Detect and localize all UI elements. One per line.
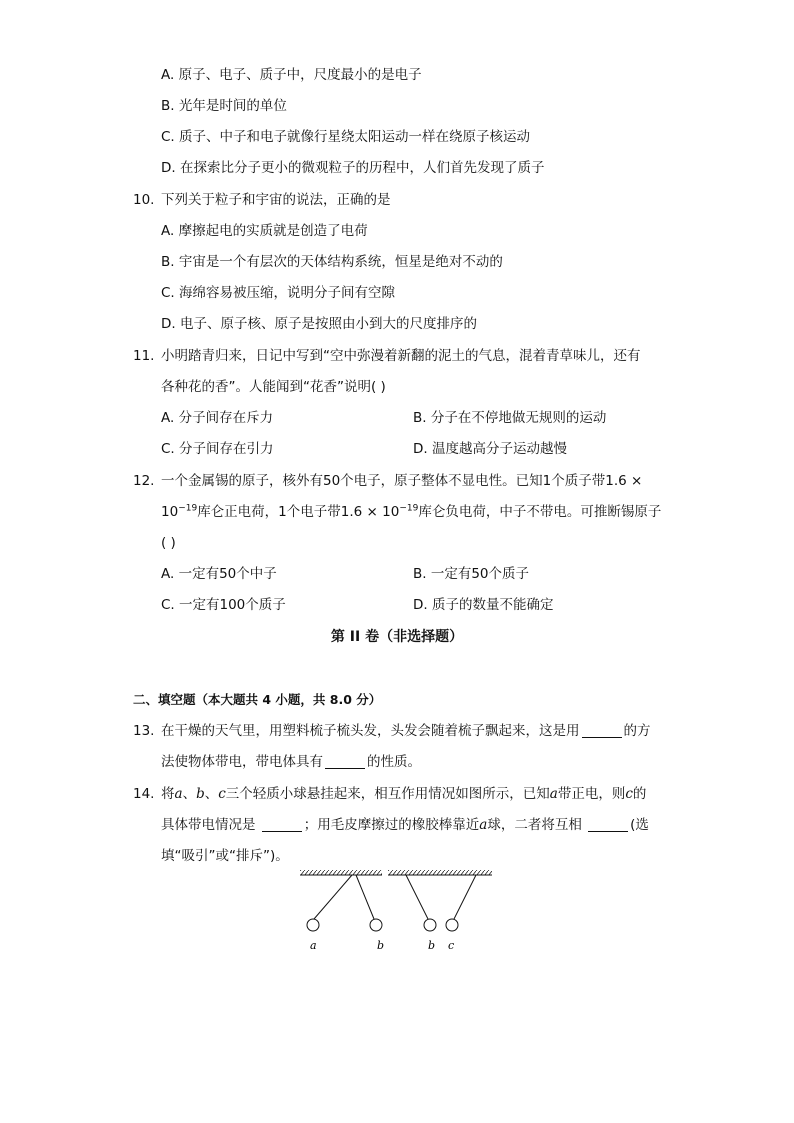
q12-line1: 一个金属锡的原子，核外有50个电子，原子整体不显电性。已知1个质子带1.6 × <box>161 473 643 489</box>
q14-line2-b: ；用毛皮摩擦过的橡胶棒靠近 <box>303 817 480 833</box>
q10-option-d: D. 电子、原子核、原子是按照由小到大的尺度排序的 <box>161 316 477 332</box>
right-ceiling <box>388 870 492 875</box>
q14-var-c: c <box>218 786 226 802</box>
q9-option-d: D. 在探索比分子更小的微观粒子的历程中，人们首先发现了质子 <box>161 160 545 176</box>
q14-var-a-2: a <box>549 786 558 802</box>
q12-option-c: C. 一定有100个质子 <box>161 597 286 613</box>
q14-line1-c: 带正电，则 <box>557 786 626 802</box>
q10-option-b: B. 宇宙是一个有层次的天体结构系统，恒星是绝对不动的 <box>161 254 503 270</box>
q14-line1-d: 的 <box>632 786 647 802</box>
q14-sep1: 、 <box>182 786 197 802</box>
q14-sep2: 、 <box>204 786 219 802</box>
q10-number: 10. <box>133 192 155 208</box>
label-b-left: b <box>377 939 385 952</box>
label-b-right: b <box>428 939 436 952</box>
q12-line2-a: 10 <box>161 504 179 520</box>
q14-line2 <box>161 816 649 834</box>
q11-option-a: A. 分子间存在斥力 <box>161 410 274 426</box>
q11-option-d: D. 温度越高分子运动越慢 <box>413 441 567 457</box>
q13-line2 <box>161 753 421 771</box>
q12-line2-b: 库仑正电荷，1个电子带1.6 × 10 <box>197 504 400 520</box>
q10-option-a: A. 摩擦起电的实质就是创造了电荷 <box>161 223 368 239</box>
q12-number: 12. <box>133 473 155 489</box>
q11-stem-line1: 小明踏青归来，日记中写到“空中弥漫着新翻的泥土的气息，混着青草味儿，还有 <box>161 348 641 364</box>
q12-exponent-2: −19 <box>399 503 419 514</box>
q12-line2-c: 库仑负电荷，中子不带电。可推断锡原子 <box>418 504 662 520</box>
q13-blank-1[interactable] <box>582 723 622 738</box>
left-ceiling <box>300 870 382 875</box>
q14-blank-2[interactable] <box>588 817 628 832</box>
q12-exponent-1: −19 <box>178 503 198 514</box>
q14-line1-a: 将 <box>161 786 175 802</box>
q10-stem: 下列关于粒子和宇宙的说法，正确的是 <box>161 192 391 208</box>
q14-var-a: a <box>174 786 183 802</box>
part2-title: 第 II 卷（非选择题） <box>330 629 464 645</box>
ball-c <box>446 919 458 931</box>
string-c <box>454 875 476 919</box>
q14-line3: 填“吸引”或“排斥”)。 <box>161 848 289 864</box>
q13-line2-a: 法使物体带电，带电体具有 <box>161 754 323 770</box>
q12-line3: ( ) <box>161 535 176 551</box>
label-a: a <box>310 939 317 952</box>
q14-var-c-2: c <box>625 786 633 802</box>
q13-line2-b: 的性质。 <box>367 754 421 770</box>
q9-option-c: C. 质子、中子和电子就像行星绕太阳运动一样在绕原子核运动 <box>161 129 531 145</box>
q14-figure <box>296 866 496 958</box>
q11-option-c: C. 分子间存在引力 <box>161 441 274 457</box>
q11-number: 11. <box>133 348 155 364</box>
label-c: c <box>448 939 455 952</box>
string-b-left <box>356 875 374 919</box>
string-a <box>314 875 352 919</box>
q14-var-a-3: a <box>479 817 488 833</box>
q11-stem-line2: 各种花的香”。人能闻到“花香”说明( ) <box>161 379 386 395</box>
q9-option-a: A. 原子、电子、质子中，尺度最小的是电子 <box>161 67 422 83</box>
q13-number: 13. <box>133 723 155 739</box>
ball-b-right <box>424 919 436 931</box>
q14-blank-1[interactable] <box>262 817 302 832</box>
q12-line2 <box>161 503 661 521</box>
q10-option-c: C. 海绵容易被压缩，说明分子间有空隙 <box>161 285 396 301</box>
q13-line1-a: 在干燥的天气里，用塑料梳子梳头发，头发会随着梳子飘起来，这是用 <box>161 723 580 739</box>
q14-line2-c: 球，二者将互相 <box>487 817 587 833</box>
q14-number: 14. <box>133 786 155 802</box>
q12-option-d: D. 质子的数量不能确定 <box>413 597 554 613</box>
q14-line2-d: (选 <box>630 817 649 833</box>
q14-var-b: b <box>196 786 205 802</box>
q12-option-a: A. 一定有50个中子 <box>161 566 277 582</box>
q13-blank-2[interactable] <box>325 754 365 769</box>
q12-option-b: B. 一定有50个质子 <box>413 566 530 582</box>
q9-option-b: B. 光年是时间的单位 <box>161 98 287 114</box>
ball-b-left <box>370 919 382 931</box>
string-b-right <box>406 875 428 919</box>
q14-line2-a: 具体带电情况是 <box>161 817 260 833</box>
q14-line1-b: 三个轻质小球悬挂起来，相互作用情况如图所示，已知 <box>225 786 550 802</box>
section2-heading: 二、填空题（本大题共 4 小题，共 8.0 分） <box>133 692 382 707</box>
ball-a <box>307 919 319 931</box>
q14-line1 <box>161 785 646 803</box>
q13-line1 <box>161 722 651 740</box>
q11-option-b: B. 分子在不停地做无规则的运动 <box>413 410 607 426</box>
q13-line1-b: 的方 <box>623 723 651 739</box>
